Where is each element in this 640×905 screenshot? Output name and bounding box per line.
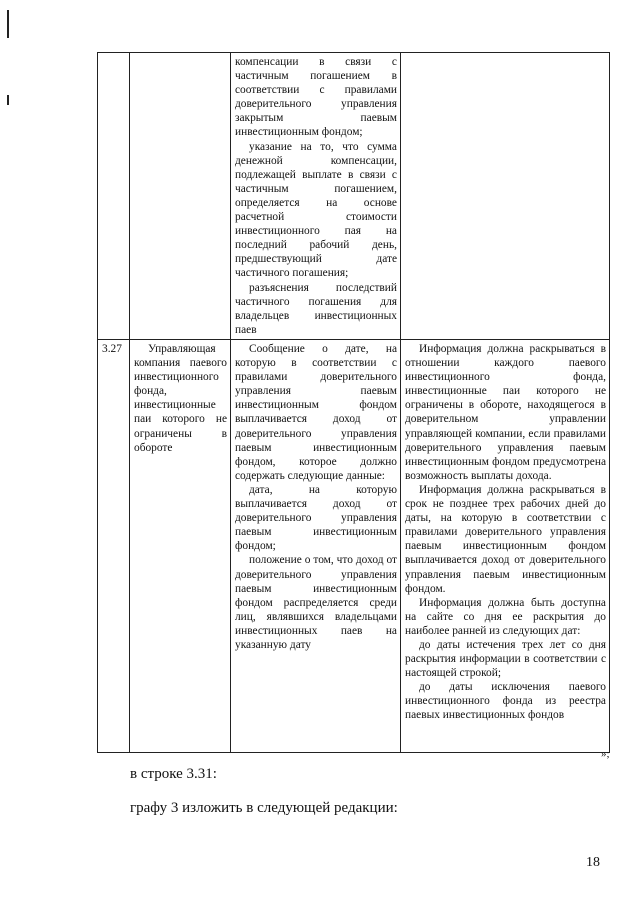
scan-margin-mark <box>7 95 9 105</box>
table-row <box>98 340 610 753</box>
subject-text: Управляющая компания паевого инвестиционного фонда, инвестиционные паи которого не ограничены в обороте <box>134 343 227 454</box>
page-number: 18 <box>586 855 600 870</box>
body-text-line: графу 3 изложить в следующей редакции: <box>130 800 398 816</box>
content-paragraph: положение о том, что доход от доверительного управления паевым инвестиционным фондом распределяется среди лиц, являвшихся владельцами инвестиционных паев на указанную дату <box>235 554 397 651</box>
terms-paragraph: Информация должна раскрываться в отношении каждого паевого инвестиционного фонда, инвестиционные паи которого не ограничены в обороте, находящегося в доверительном управлении управляющей компании, если правилами доверительного управления паевым инвестиционным фондом предусмотрена возможность выплаты дохода. <box>405 343 606 482</box>
content-paragraph: компенсации в связи с частичным погашением в соответствии с правилами доверительного управления закрытым паевым инвестиционным фондом; <box>235 56 397 139</box>
terms-paragraph: до даты истечения трех лет со дня раскрытия информации в соответствии с настоящей строкой; <box>405 638 606 680</box>
scan-margin-mark <box>7 10 9 38</box>
terms-cell <box>401 340 610 753</box>
body-text-line: в строке 3.31: <box>130 766 217 782</box>
row-number-cell <box>98 53 130 340</box>
terms-cell <box>401 53 610 340</box>
subject-cell <box>130 340 231 753</box>
closing-quote: »; <box>601 748 610 760</box>
terms-paragraph: Информация должна раскрываться в срок не позднее трех рабочих дней до даты, на которую в соответствии с правилами доверительного управления паевым инвестиционным фондом выплачивается доход от доверительного управления паевым инвестиционным фондом. <box>405 483 606 595</box>
content-paragraph: дата, на которую выплачивается доход от доверительного управления паевым инвестиционным фондом; <box>235 483 397 553</box>
row-number-cell: 3.27 <box>98 340 130 753</box>
terms-paragraph: до даты исключения паевого инвестиционного фонда из реестра паевых инвестиционных фондов <box>405 681 606 722</box>
subject-cell <box>130 53 231 340</box>
table-row <box>98 53 610 340</box>
content-cell <box>231 340 401 753</box>
disclosure-table <box>97 52 610 753</box>
content-paragraph: указание на то, что сумма денежной компенсации, подлежащей выплате в связи с частичным погашением, определяется на основе расчетной стоимости инвестиционного пая на последний рабочий день, предшествующий дате частичного погашения; <box>235 140 397 280</box>
content-cell <box>231 53 401 340</box>
terms-paragraph: Информация должна быть доступна на сайте со дня ее раскрытия до наиболее ранней из следующих дат: <box>405 596 606 637</box>
content-paragraph: разъяснения последствий частичного погашения для владельцев инвестиционных паев <box>235 281 397 336</box>
content-paragraph: Сообщение о дате, на которую в соответствии с правилами доверительного управления паевым инвестиционным фондом выплачивается доход от доверительного управления паевым инвестиционным фондом, которое должно содержать следующие данные: <box>235 343 397 482</box>
